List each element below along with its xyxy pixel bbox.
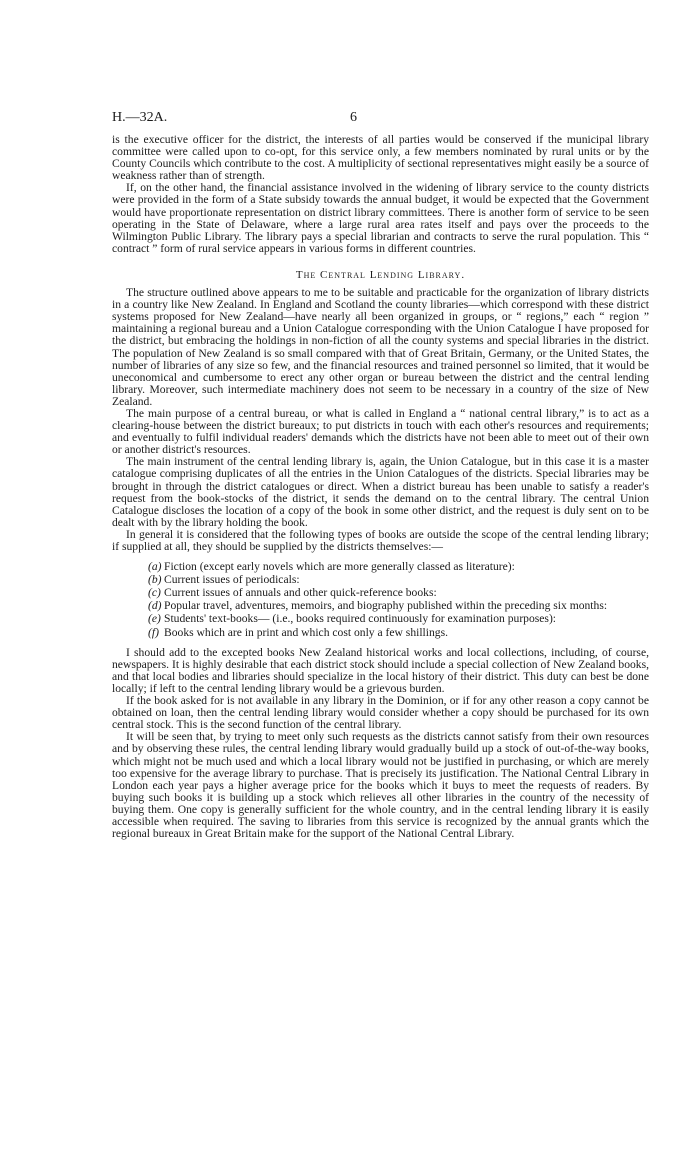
list-item-text: Fiction (except early novels which are more generally classed as literature): xyxy=(164,560,515,574)
list-item-text: Popular travel, adventures, memoirs, and biography published within the preceding six months: xyxy=(164,599,608,613)
list-marker: (a) xyxy=(148,560,162,574)
list-item xyxy=(112,561,649,573)
paragraph-main-instrument: The main instrument of the central lending library is, again, the Union Catalogue, but in this case it is a master catalogue comprising duplicates of all the entries in the Union Catalogues of the districts. Special libraries may be brought in through the district catalogues or direct. When a district bureau has been unable to satisfy a reader's request from the book-stocks of the district, it sends the demand on to the central library. The central Union Catalogue discloses the location of a copy of the book in some other district, and the request is duly sent on to be dealt with by the library holding the book. xyxy=(112,455,649,529)
paragraph-state-subsidy: If, on the other hand, the financial assistance involved in the widening of library service to the county districts were provided in the form of a State subsidy towards the annual budget, it would be expected that the Government would have proportionate representation on district library committees. There is another form of service to be seen operating in the State of Delaware, where a large rural area rates itself and pays over the proceeds to the Wilmington Public Library. The library pays a special librarian and contracts to serve the rural population. This “ contract ” form of rural service appears in various forms in different countries. xyxy=(112,181,649,255)
list-marker: (f) xyxy=(148,625,159,639)
list-item-text: Books which are in print and which cost only a few shillings. xyxy=(164,625,449,639)
paragraph-purchase: If the book asked for is not available in any library in the Dominion, or if for any other reason a copy cannot be obtained on loan, then the central lending library would consider whether a copy should be purchased for its own central stock. This is the second function of the central library. xyxy=(112,694,649,732)
paragraph-structure: The structure outlined above appears to me to be suitable and practicable for the organization of library districts in a country like New Zealand. In England and Scotland the county libraries—which correspond with these district systems proposed for New Zealand—have nearly all been organized in groups, or “ regions,” each “ region ” maintaining a regional bureau and a Union Catalogue corresponding with the Union Catalogue I have proposed for the district, but embracing the holdings in non-fiction of all the county systems and special libraries in the district. The population of New Zealand is so small compared with that of Great Britain, Germany, or the United States, the number of libraries of any size so few, and the financial resources and trained personnel so limited, that it would be uneconomical and cumbersome to erect any other organ or bureau between the district and the central lending library. Moreover, such intermediate machinery does not seem to be necessary in a country of the size of New Zealand. xyxy=(112,286,649,408)
list-item xyxy=(112,613,649,625)
paragraph-main-purpose: The main purpose of a central bureau, or what is called in England a “ national central library,” is to act as a clearing-house between the district bureaux; to put districts in touch with each other's resources and requirements; and eventually to fulfil individual readers' demands which the districts have not been able to meet out of their own or another district's resources. xyxy=(112,406,649,457)
list-marker: (e) xyxy=(148,612,161,626)
list-item xyxy=(112,600,649,612)
paragraph-continuation: is the executive officer for the district, the interests of all parties would be conserved if the municipal library committee were called upon to co-opt, for this service only, a few members nominated by rural units or by the County Councils which contribute to the cost. A multiplicity of sectional representatives might easily be a source of weakness rather than of strength. xyxy=(112,133,649,183)
list-item xyxy=(112,587,649,599)
paragraph-excepted-books: I should add to the excepted books New Zealand historical works and local collections, including, of course, newspapers. It is highly desirable that each district stock should include a special collection of New Zealand books, and that local bodies and libraries should specialize in the local history of their district. This duty can best be done locally; if left to the central lending library would be a grievous burden. xyxy=(112,645,649,695)
section-heading-text: The Central Lending Library. xyxy=(295,268,466,281)
section-heading xyxy=(112,269,649,281)
list-marker: (b) xyxy=(148,573,162,587)
document-body xyxy=(112,134,649,840)
page-number: 6 xyxy=(350,110,357,125)
list-item xyxy=(112,574,649,586)
list-marker: (d) xyxy=(148,599,162,613)
paragraph-in-general: In general it is considered that the following types of books are outside the scope of the central lending library; if supplied at all, they should be supplied by the districts themselves:— xyxy=(112,527,649,553)
list-item-text: Current issues of periodicals: xyxy=(164,573,300,587)
list-item-text: Current issues of annuals and other quick-reference books: xyxy=(164,586,437,600)
list-item-text: Students' text-books— (i.e., books required continuously for examination purposes): xyxy=(164,612,557,626)
document-reference: H.—32A. xyxy=(112,110,168,125)
list-item xyxy=(112,627,649,639)
list-marker: (c) xyxy=(148,586,161,600)
page-header xyxy=(112,110,604,130)
excluded-books-list xyxy=(112,561,649,639)
paragraph-justification: It will be seen that, by trying to meet only such requests as the districts cannot satisfy from their own resources and by observing these rules, the central lending library would gradually build up a stock of out-of-the-way books, which might not be much used and which a local library would not be justified in purchasing, or which are merely too expensive for the average library to purchase. That is precisely its justification. The National Central Library in London each year pays a higher average price for the books which it buys to meet the requests of readers. By buying such books it is building up a stock which relieves all other libraries in the country of the necessity of buying them. One copy is generally sufficient for the whole country, and in the central lending library it is easily accessible when required. The saving to libraries from this service is recognized by the annual grants which the regional bureaux in Great Britain make for the support of the National Central Library. xyxy=(112,730,649,841)
